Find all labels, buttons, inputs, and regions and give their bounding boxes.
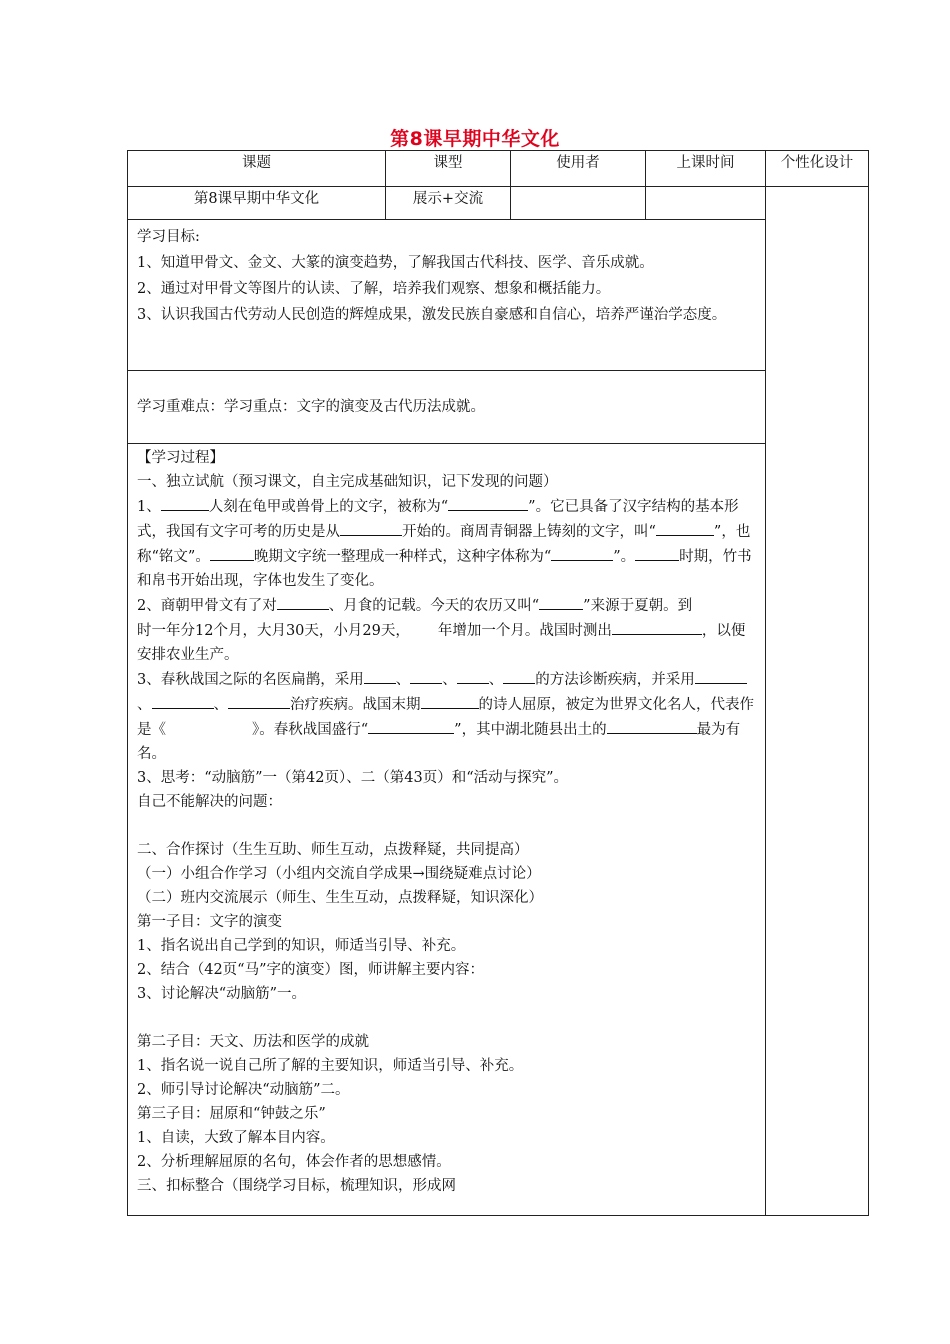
- think-item: 3、思考：“动脑筋”一（第42页）、二（第43页）和“活动与探究”。: [137, 770, 569, 786]
- info-row: [128, 187, 869, 220]
- header-time: 上课时间: [646, 151, 766, 187]
- blank-field: [410, 667, 442, 684]
- class-share: （二）班内交流展示（师生、生生互动，点拨释疑，知识深化）: [137, 890, 543, 906]
- blank-field: [551, 544, 613, 561]
- goals-block: [128, 220, 765, 328]
- goals-heading: 学习目标:: [137, 229, 200, 245]
- lesson-type-cell: 展示+交流: [386, 187, 511, 220]
- part3-heading: 三、扣标整合（围绕学习目标，梳理知识，形成网: [137, 1178, 456, 1194]
- group-study: （一）小组合作学习（小组内交流自学成果→围绕疑难点讨论）: [137, 866, 541, 882]
- sub2-heading: 第二子目：天文、历法和医学的成就: [137, 1034, 369, 1050]
- key-points-text: 学习重难点：学习重点：文字的演变及古代历法成就。: [137, 399, 485, 415]
- blank-field: [277, 593, 329, 610]
- blank-field: [656, 519, 714, 536]
- blank-field: [228, 692, 290, 709]
- goal-item: 2、通过对甲骨文等图片的认读、了解，培养我们观察、想象和概括能力。: [137, 281, 611, 297]
- question-3: 3、春秋战国之际的名医扁鹊，采用 、 、 、 的方法诊断疾病，并采用、 、 治疗疾病。战国末期 的诗人屈原，被定为世界文化名人，代表作是《 》。春秋战国盛行“ ”，其中湖北随县出土的 最为有名。: [137, 667, 756, 766]
- blank-field: [607, 717, 697, 734]
- part1-heading: 一、独立试航（预习课文，自主完成基础知识，记下发现的问题）: [137, 474, 558, 490]
- blank-field: [340, 519, 402, 536]
- header-type: 课型: [386, 151, 511, 187]
- list-item: 1、指名说一说自己所了解的主要知识，师适当引导、补充。: [137, 1058, 524, 1074]
- blank-field: [635, 544, 679, 561]
- process-row: [128, 444, 869, 1216]
- process-block: [128, 444, 765, 1198]
- header-personal-design: 个性化设计: [766, 151, 869, 187]
- header-row: [128, 151, 869, 187]
- goals-row: [128, 220, 869, 371]
- unsolved-label: 自己不能解决的问题：: [137, 794, 282, 810]
- blank-field: [457, 667, 489, 684]
- lesson-plan-table: [127, 150, 869, 1216]
- goal-item: 1、知道甲骨文、金文、大篆的演变趋势，了解我国古代科技、医学、音乐成就。: [137, 255, 654, 271]
- blank-field: [539, 593, 583, 610]
- list-item: 2、结合（42页“马”字的演变）图，师讲解主要内容：: [137, 962, 484, 978]
- blank-field: [695, 667, 747, 684]
- blank-field: [612, 618, 702, 635]
- header-user: 使用者: [511, 151, 646, 187]
- goal-item: 3、认识我国古代劳动人民创造的辉煌成果，激发民族自豪感和自信心，培养严谨治学态度。: [137, 307, 727, 323]
- page-title: 第8课早期中华文化: [390, 128, 560, 150]
- list-item: 1、自读，大致了解本目内容。: [137, 1130, 335, 1146]
- user-cell: [511, 187, 646, 220]
- blank-field: [368, 717, 454, 734]
- sub3-heading: 第三子目：屈原和“钟鼓之乐”: [137, 1106, 326, 1122]
- blank-field: [448, 494, 528, 511]
- process-heading: 【学习过程】: [137, 450, 224, 466]
- header-topic: 课题: [128, 151, 386, 187]
- lesson-name-cell: 第8课早期中华文化: [128, 187, 386, 220]
- blank-field: [152, 692, 214, 709]
- blank-field: [421, 692, 479, 709]
- question-1: 1、 人刻在龟甲或兽骨上的文字，被称为“ ”。它已具备了汉字结构的基本形式，我国有文字可考的历史是从 开始的。商周青铜器上铸刻的文字，叫“ ”，也称“铭文”。 晚期文字统一整理成一种样式，这种字体称为“ ”。 时期，竹书和帛书开始出现，字体也发生了变化。: [137, 494, 756, 593]
- list-item: 2、分析理解屈原的名句，体会作者的思想感情。: [137, 1154, 451, 1170]
- sub1-heading: 第一子目：文字的演变: [137, 914, 282, 930]
- blank-field: [503, 667, 535, 684]
- blank-field: [210, 544, 254, 561]
- blank-field: [161, 494, 209, 511]
- blank-field: [364, 667, 396, 684]
- question-2: 2、商朝甲骨文有了对 、月食的记载。今天的农历又叫“ ”来源于夏朝。到时一年分12个月，大月30天，小月29天， 年增加一个月。战国时测出 ，以便安排农业生产。: [137, 593, 756, 667]
- list-item: 3、讨论解决“动脑筋”一。: [137, 986, 307, 1002]
- list-item: 1、指名说出自己学到的知识，师适当引导、补充。: [137, 938, 466, 954]
- time-cell: [646, 187, 766, 220]
- key-points-row: [128, 371, 869, 444]
- list-item: 2、师引导讨论解决“动脑筋”二。: [137, 1082, 350, 1098]
- part2-heading: 二、合作探讨（生生互助、师生互动，点拨释疑，共同提高）: [137, 842, 529, 858]
- personal-design-cell: [766, 187, 869, 1216]
